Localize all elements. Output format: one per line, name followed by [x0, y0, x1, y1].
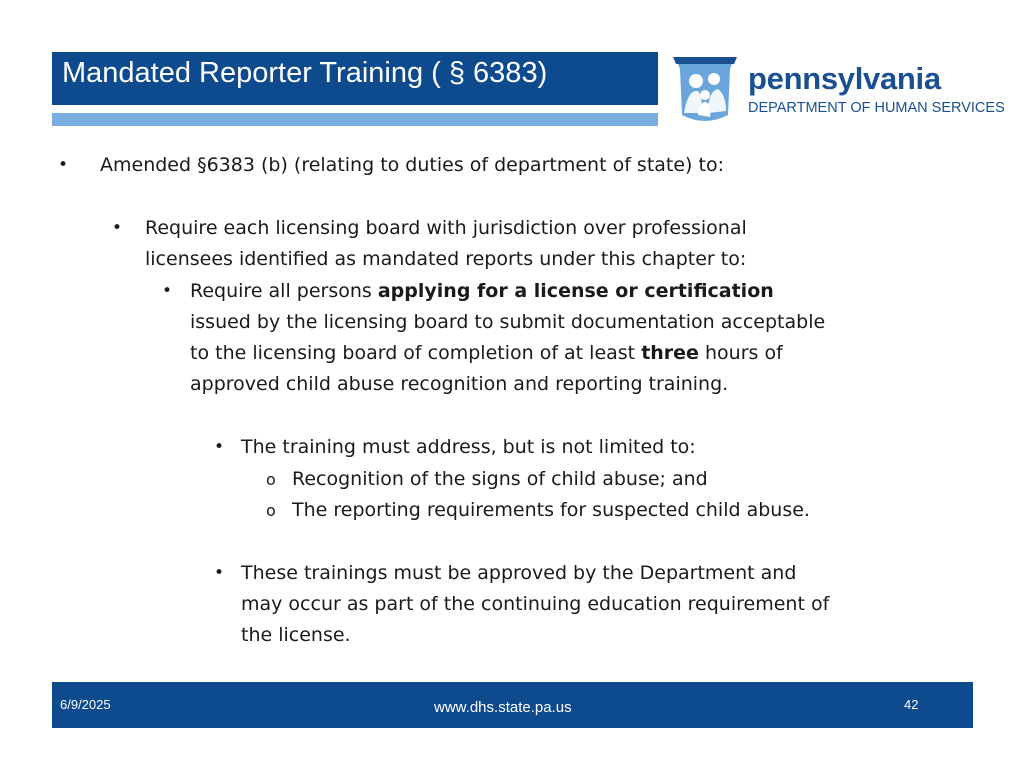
footer-url[interactable]: www.dhs.state.pa.us: [434, 699, 572, 716]
bullet-approved-line3: the license.: [241, 624, 351, 646]
bullet-amended: Amended §6383 (b) (relating to duties of department of state) to:: [100, 154, 724, 176]
bullet-icon: •: [112, 218, 123, 238]
bullet-training-must: The training must address, but is not limited to:: [241, 436, 696, 458]
sub-bullet-reporting: The reporting requirements for suspected child abuse.: [292, 499, 810, 521]
circle-bullet-icon: o: [266, 470, 276, 489]
footer-bar: [52, 682, 973, 728]
bullet-approved-line1: These trainings must be approved by the Department and: [241, 562, 797, 584]
logo-wordmark: pennsylvania: [748, 61, 941, 96]
bullet-icon: •: [214, 563, 225, 583]
bullet-icon: •: [58, 155, 69, 175]
slide-title: Mandated Reporter Training ( § 6383): [62, 57, 548, 89]
bullet-require-board-line2: licensees identified as mandated reports under this chapter to:: [145, 248, 747, 270]
bullet-require-persons-line2: issued by the licensing board to submit documentation acceptable: [190, 311, 826, 333]
bullet-icon: •: [214, 437, 225, 457]
sub-bullet-recognition: Recognition of the signs of child abuse; and: [292, 468, 708, 490]
bullet-require-persons-line1: Require all persons applying for a license or certification: [190, 280, 774, 302]
bullet-icon: •: [162, 281, 173, 301]
bullet-approved-line2: may occur as part of the continuing education requirement of: [241, 593, 830, 615]
bullet-require-persons-line4: approved child abuse recognition and reporting training.: [190, 373, 729, 395]
bullet-require-board-line1: Require each licensing board with jurisdiction over professional: [145, 217, 747, 239]
footer-date: 6/9/2025: [60, 697, 111, 712]
bullet-require-persons-line3: to the licensing board of completion of at least three hours of: [190, 342, 783, 364]
circle-bullet-icon: o: [266, 501, 276, 520]
logo-department: DEPARTMENT OF HUMAN SERVICES: [748, 100, 1005, 116]
footer-page-number: 42: [904, 697, 919, 712]
